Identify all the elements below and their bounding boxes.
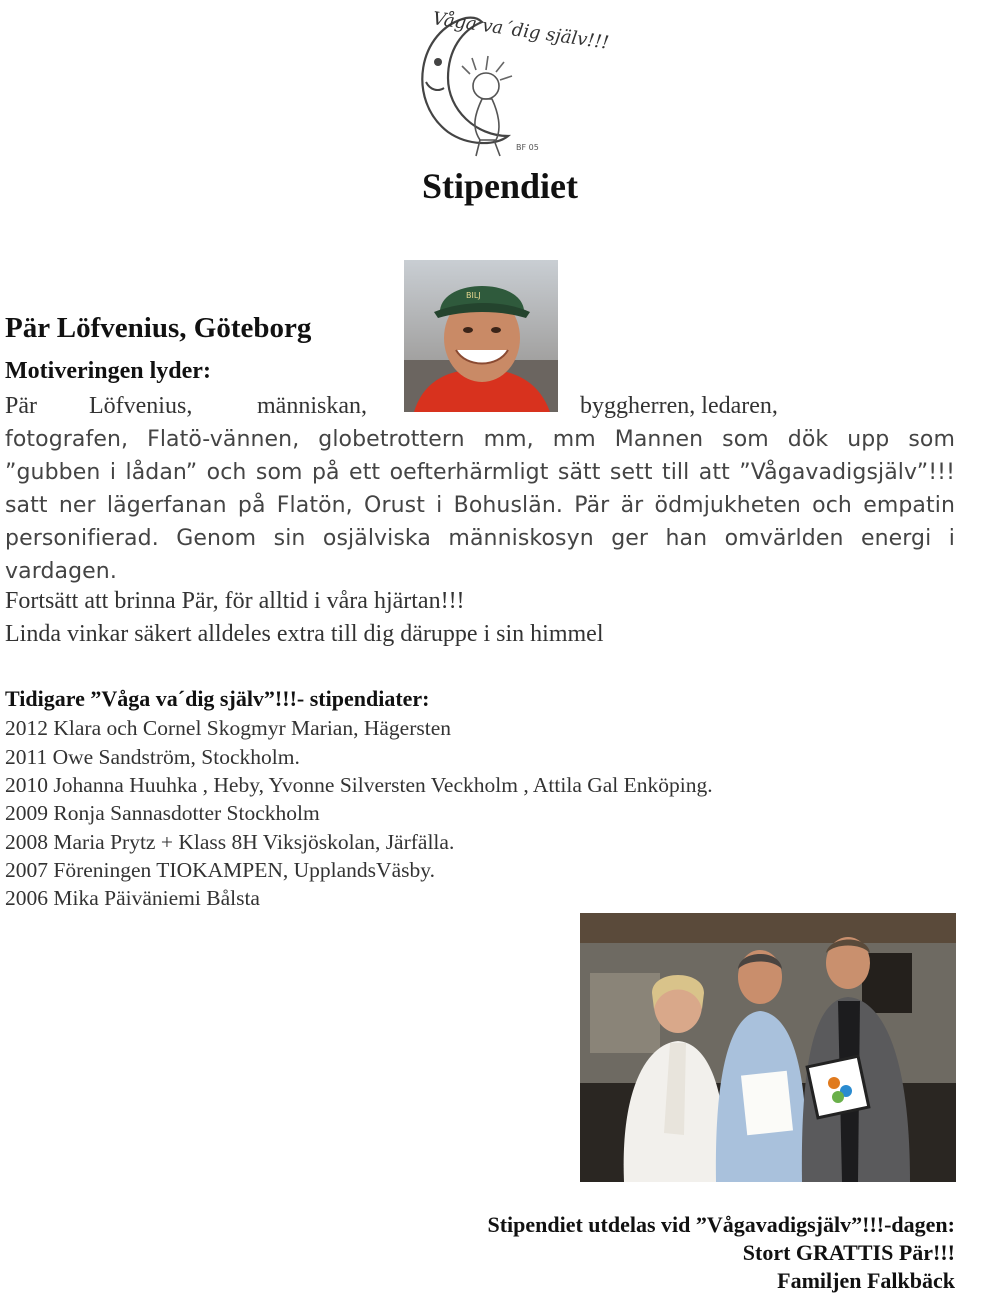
list-item: 2006 Mika Päiväniemi Bålsta [5,886,260,910]
logo-vaga-va-dig-sjalv [396,0,611,162]
list-item: 2010 Johanna Huuhka , Heby, Yvonne Silversten Veckholm , Attila Gal Enköping. [5,773,713,797]
logo-signature: BF 05 [516,143,539,152]
paragraph-line: satt ner lägerfanan på Flatön, Orust i Bohuslän. Pär är ödmjukheten och empatin [5,493,955,518]
list-item: 2007 Föreningen TIOKAMPEN, UpplandsVäsby. [5,858,435,882]
paragraph-line: vardagen. [5,559,117,584]
list-item: 2011 Owe Sandström, Stockholm. [5,745,300,769]
paragraph-line: fotografen, Flatö-vännen, globetrottern mm, mm Mannen som dök upp som [5,427,955,452]
word-par: Pär [5,393,37,419]
logo-text: Våga va´dig själv!!! [431,8,611,54]
list-item: 2008 Maria Prytz + Klass 8H Viksjöskolan, Järfälla. [5,830,455,854]
previous-recipients-heading: Tidigare ”Våga va´dig själv”!!!- stipendiater: [5,686,430,711]
word-manniskan: människan, [257,393,367,419]
paragraph-line: personifierad. Genom sin osjälviska människosyn ger han omvärlden energi i [5,526,955,551]
motivation-paragraph [5,423,955,588]
footer-line-2: Stort GRATTIS Pär!!! [742,1240,955,1265]
portrait-photo [404,260,558,412]
group-photo [580,913,956,1182]
list-item: 2009 Ronja Sannasdotter Stockholm [5,801,320,825]
footer-line-1: Stipendiet utdelas vid ”Vågavadigsjälv”!!!-dagen: [487,1212,955,1237]
closing-line-2: Linda vinkar säkert alldeles extra till dig däruppe i sin himmel [5,621,604,647]
svg-text:BILJ: BILJ [466,291,481,300]
paragraph-line: ”gubben i lådan” och som på ett oefterhärmligt sätt sett till att ”Vågavadigsjälv”!!! [5,460,955,485]
recipient-name: Pär Löfvenius, Göteborg [5,312,312,344]
word-lofvenius: Löfvenius, [89,393,193,419]
word-byggherren: byggherren, ledaren, [580,393,778,419]
footer-line-3: Familjen Falkbäck [777,1268,955,1293]
page-title: Stipendiet [421,166,579,206]
closing-line-1: Fortsätt att brinna Pär, för alltid i våra hjärtan!!! [5,588,465,614]
list-item: 2012 Klara och Cornel Skogmyr Marian, Hägersten [5,716,452,740]
motivation-heading: Motiveringen lyder: [5,358,211,384]
